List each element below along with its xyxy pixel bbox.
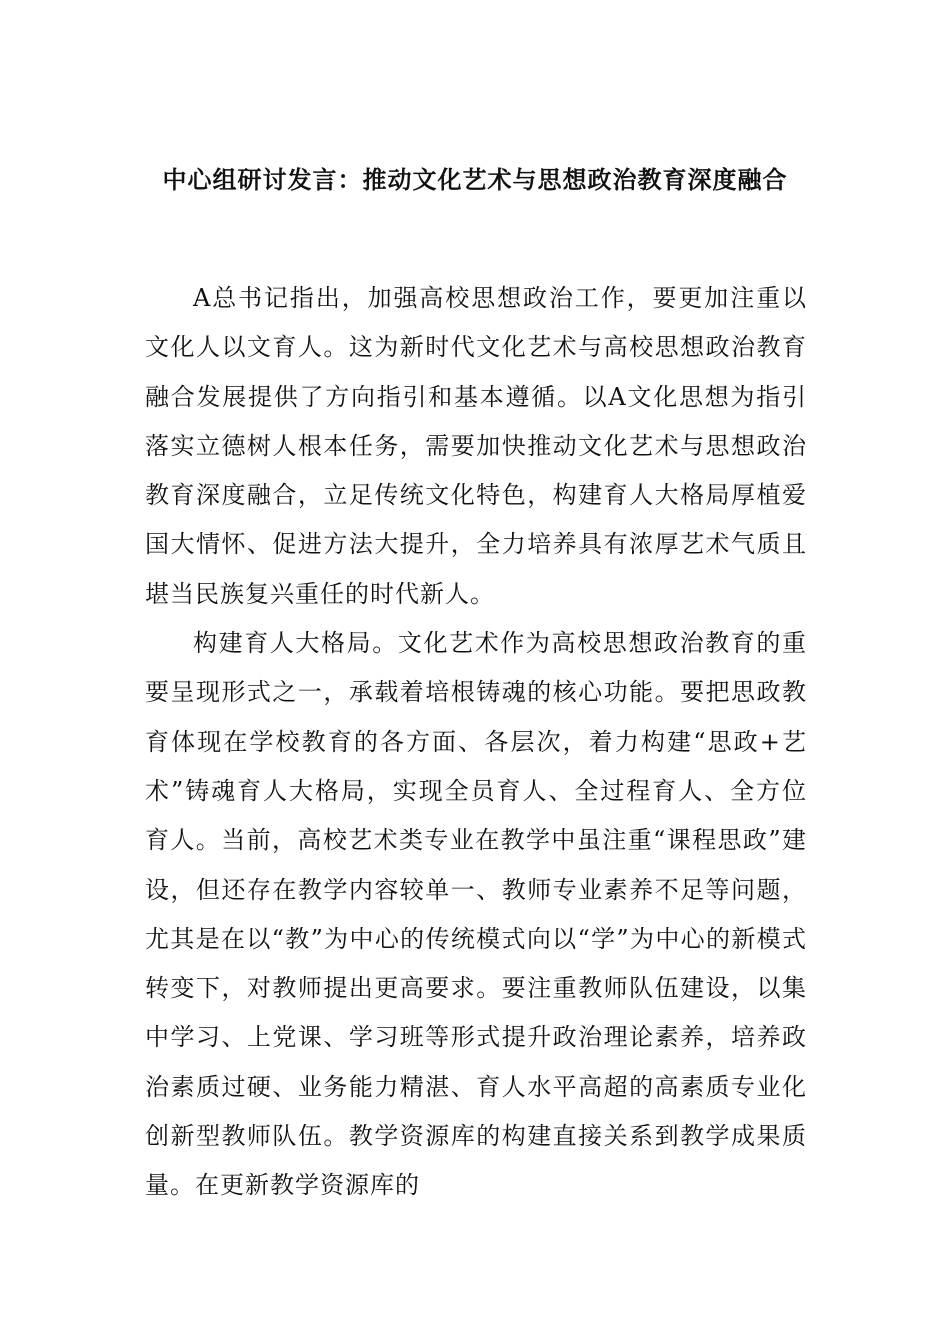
paragraph-1: A总书记指出，加强高校思想政治工作，要更加注重以文化人以文育人。这为新时代文化艺术与高校思想政治教育融合发展提供了方向指引和基本遵循。以A文化思想为指引落实立德树人根本任务，需要加快推动文化艺术与思想政治教育深度融合，立足传统文化特色，构建育人大格局厚植爱国大情怀、促进方法大提升，全力培养具有浓厚艺术气质且堪当民族复兴重任的时代新人。 bbox=[145, 284, 807, 608]
document-body bbox=[145, 274, 807, 1211]
document-title: 中心组研讨发言：推动文化艺术与思想政治教育深度融合 bbox=[162, 165, 788, 194]
paragraph-2: 构建育人大格局。文化艺术作为高校思想政治教育的重要呈现形式之一，承载着培根铸魂的核心功能。要把思政教育体现在学校教育的各方面、各层次，着力构建“思政+艺术”铸魂育人大格局，实现全员育人、全过程育人、全方位育人。当前，高校艺术类专业在教学中虽注重“课程思政”建设，但还存在教学内容较单一、教师专业素养不足等问题，尤其是在以“教”为中心的传统模式向以“学”为中心的新模式转变下，对教师提出更高要求。要注重教师队伍建设，以集中学习、上党课、学习班等形式提升政治理论素养，培养政治素质过硬、业务能力精湛、育人水平高超的高素质专业化创新型教师队伍。教学资源库的构建直接关系到教学成果质量。在更新教学资源库的 bbox=[145, 629, 807, 1200]
